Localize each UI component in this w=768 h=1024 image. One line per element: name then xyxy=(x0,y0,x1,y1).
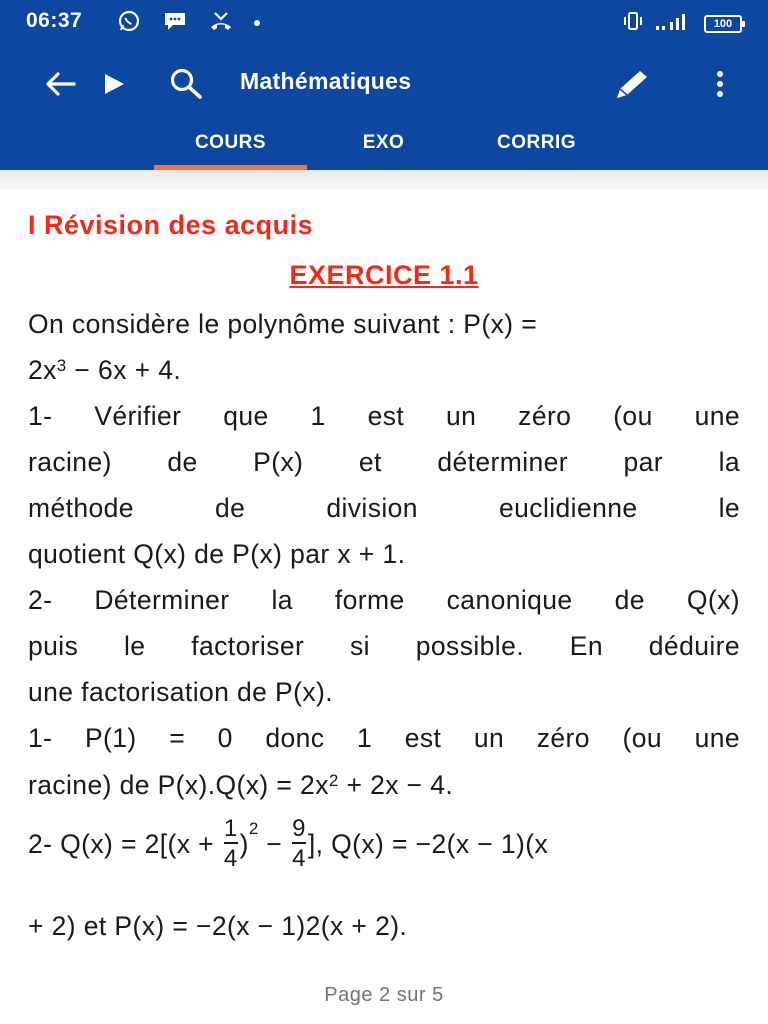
fraction-nine-quarters xyxy=(292,816,306,872)
answer2-part4: ], Q(x) = −2(x − 1)(x xyxy=(307,829,549,859)
answer2-part2: ) xyxy=(239,829,249,859)
notification-dot xyxy=(254,20,260,26)
fraction-one-quarter xyxy=(224,816,238,872)
app-bar xyxy=(0,46,768,170)
statement-exponent: 3 xyxy=(56,356,67,375)
tab-exo[interactable]: EXO xyxy=(362,132,405,153)
answer1-line-1: 1- P(1) = 0 donc 1 est un zéro (ou une xyxy=(28,723,740,753)
question2-line-3: une factorisation de P(x). xyxy=(28,677,333,707)
battery-icon: 100 xyxy=(704,15,742,33)
question1-line-3: méthode de division euclidienne le xyxy=(28,493,740,523)
notification-icons xyxy=(116,9,260,33)
page-indicator: Page 2 sur 5 xyxy=(324,984,444,1006)
fraction-1-numerator: 1 xyxy=(223,815,238,842)
edit-pencil-icon[interactable] xyxy=(614,64,654,104)
tab-cours[interactable]: COURS xyxy=(154,126,307,170)
status-bar xyxy=(0,0,768,46)
answer1-line-2-post: + 2x − 4. xyxy=(338,770,454,800)
section-title: I Révision des acquis xyxy=(28,210,314,240)
system-icons xyxy=(622,10,742,37)
page-top-shadow xyxy=(0,170,768,190)
answer1-line-2-pre: racine) de P(x).Q(x) = 2x xyxy=(28,770,329,800)
app-title: Mathématiques xyxy=(240,68,412,94)
question1-line-4: quotient Q(x) de P(x) par x + 1. xyxy=(28,539,406,569)
fraction-2-numerator: 9 xyxy=(292,815,306,842)
question1-line-2: racine) de P(x) et déterminer par la xyxy=(28,447,740,477)
statement-line-1: On considère le polynôme suivant : P(x) = xyxy=(28,309,538,339)
back-arrow-icon[interactable] xyxy=(40,64,80,104)
whatsapp-icon xyxy=(116,9,142,33)
answer2-part3: − xyxy=(258,829,291,859)
statement-line-2-pre: 2x xyxy=(28,355,57,385)
signal-icon xyxy=(654,10,694,37)
tab-bar xyxy=(154,126,613,170)
status-time: 06:37 xyxy=(26,9,83,32)
question2-line-1: 2- Déterminer la forme canonique de Q(x) xyxy=(28,585,740,615)
play-icon[interactable] xyxy=(94,64,134,104)
answer1-line-2 xyxy=(28,769,740,801)
missed-call-icon xyxy=(208,9,234,33)
message-icon xyxy=(162,9,188,33)
exercise-title: EXERCICE 1.1 xyxy=(289,260,479,290)
statement-line-2 xyxy=(28,354,740,386)
fraction-2-denominator: 4 xyxy=(292,842,306,872)
tab-corrig[interactable]: CORRIG xyxy=(497,132,576,153)
fraction-1-denominator: 4 xyxy=(224,842,238,872)
answer2-line-1 xyxy=(28,815,740,874)
statement-line-2-post: − 6x + 4. xyxy=(66,355,182,385)
question1-line-1: 1- Vérifier que 1 est un zéro (ou une xyxy=(28,401,740,431)
search-icon[interactable] xyxy=(166,64,206,104)
answer1-exponent: 2 xyxy=(328,771,339,790)
question2-line-2: puis le factoriser si possible. En déduire xyxy=(28,631,740,661)
more-vert-icon[interactable] xyxy=(700,64,740,104)
answer2-line-2: + 2) et P(x) = −2(x − 1)2(x + 2). xyxy=(28,911,408,941)
vibrate-icon xyxy=(622,10,644,37)
answer2-exponent: 2 xyxy=(248,819,259,838)
answer2-part1: 2- Q(x) = 2[(x + xyxy=(28,829,222,859)
